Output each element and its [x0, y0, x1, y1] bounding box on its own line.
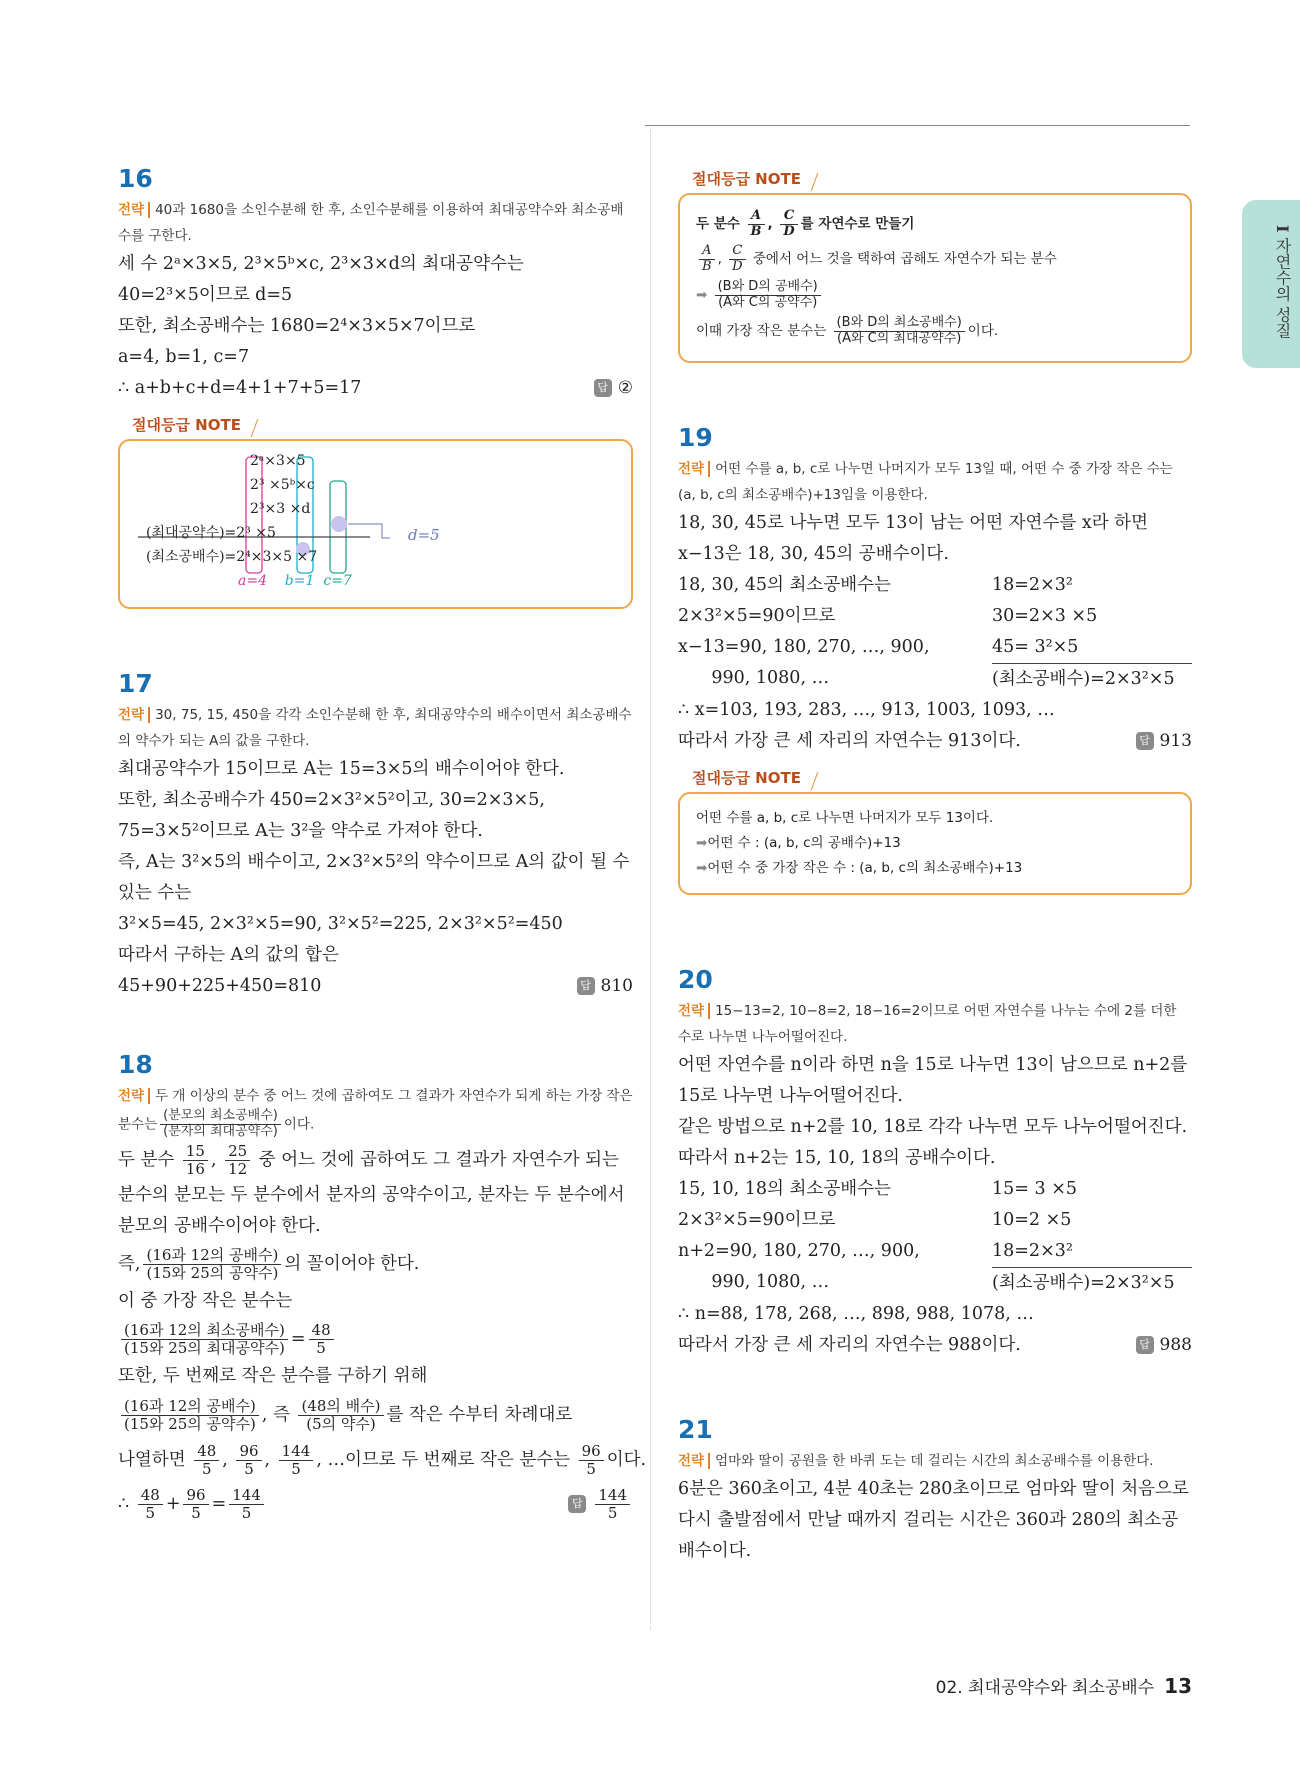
strategy — [678, 998, 1192, 1050]
page-number: 13 — [1164, 1674, 1192, 1698]
strategy-text: 30, 75, 15, 450을 각각 소인수분해 한 후, 최대공약수의 배수이면서 최소공배수의 약수가 되는 A의 값을 구한다. — [118, 707, 632, 749]
answer: 답 $\frac{144}{5}$ — [568, 1482, 633, 1526]
strategy: 전략 두 개 이상의 분수 중 어느 것에 곱하여도 그 결과가 자연수가 되게 하는 가장 작은 분수는 $\frac{\text{(분모의 최소공배수)}}{\text{(분자의 최대공약수)}}$ 이다. — [118, 1088, 633, 1139]
calc-row: x−13=90, 180, 270, …, 900, 45= 3²×5 — [678, 637, 1079, 657]
solution-line: x−13은 18, 30, 45의 공배수이다. — [678, 544, 949, 564]
answer-badge-icon: 답 — [1136, 732, 1154, 750]
problem-17 — [118, 669, 633, 1002]
solution-line: ∴ n=88, 178, 268, …, 898, 988, 1078, … — [678, 1304, 1034, 1324]
d-label: d=5 — [408, 526, 440, 544]
solution-line: 또한, 최소공배수는 1680=2⁴×3×5×7이므로 — [118, 316, 476, 336]
solution-line: 따라서 n+2는 15, 10, 18의 공배수이다. — [678, 1148, 996, 1168]
problem-21 — [678, 1415, 1192, 1567]
left-column — [118, 130, 647, 1526]
note-row: 2³ ×5ᵇ×c — [250, 477, 315, 493]
note-row: (최대공약수)=2³ ×5 — [146, 525, 276, 541]
solution-line: 분수의 분모는 두 분수에서 분자의 공약수이고, 분자는 두 분수에서 분모의 공배수이어야 한다. — [118, 1184, 625, 1236]
problem-16 — [118, 164, 633, 609]
b-label: b=1 — [284, 573, 315, 589]
strategy — [118, 197, 633, 249]
solution-line: 18, 30, 45로 나누면 모두 13이 남는 어떤 자연수를 x라 하면 — [678, 513, 1148, 533]
problem-number: 20 — [678, 965, 713, 994]
strategy-text: 엄마와 딸이 공원을 한 바퀴 도는 데 걸리는 시간의 최소공배수를 이용한다. — [715, 1453, 1154, 1469]
problem-20 — [678, 965, 1192, 1361]
note-box-19 — [678, 792, 1192, 895]
strategy-tag: 전략 — [118, 1088, 150, 1104]
note-line: $\frac{A}{B}$ , $\frac{C}{D}$ 중에서 어느 것을 택하여 곱해도 자연수가 되는 분수 — [696, 241, 1174, 277]
strategy-text: 40과 1680을 소인수분해 한 후, 소인수분해를 이용하여 최대공약수와 최소공배수를 구한다. — [118, 202, 624, 244]
note-line: ➡어떤 수 : (a, b, c의 공배수)+13 — [696, 835, 901, 851]
strategy — [678, 1448, 1192, 1474]
solution-line: 45+90+225+450=810 답 810 — [118, 971, 633, 1002]
strategy-tag: 전략 — [678, 461, 710, 477]
chapter-title: 02. 최대공약수와 최소공배수 — [935, 1678, 1155, 1698]
note-box-16 — [118, 439, 633, 609]
note-line: 어떤 수를 a, b, c로 나누면 나머지가 모두 13이다. — [696, 810, 994, 826]
solution-line: 따라서 가장 큰 세 자리의 자연수는 988이다. 답 988 — [678, 1330, 1192, 1361]
calc-row: 990, 1080, … (최소공배수)=2×3²×5 — [678, 1267, 1192, 1299]
solution-line: 또한, 두 번째로 작은 분수를 구하기 위해 — [118, 1365, 428, 1386]
column-divider — [650, 130, 651, 1630]
note-title: 절대등급 NOTE — [692, 769, 801, 787]
calc-row: 2×3²×5=90이므로 30=2×3 ×5 — [678, 606, 1098, 626]
solution-line: 같은 방법으로 n+2를 10, 18로 각각 나누면 모두 나누어떨어진다. — [678, 1117, 1188, 1137]
note-title: 절대등급 NOTE — [132, 416, 241, 434]
solution-line: 즉, A는 3²×5의 배수이고, 2×3²×5²의 약수이므로 A의 값이 될 수 있는 수는 — [118, 852, 630, 903]
note-fractions — [678, 158, 1192, 363]
note-row: 2³×3 ×d — [250, 501, 311, 517]
answer-badge-icon: 답 — [1136, 1336, 1154, 1354]
strategy-tag: 전략 — [678, 1003, 710, 1019]
solution-line: 따라서 구하는 A의 값의 합은 — [118, 945, 339, 965]
problem-number: 17 — [118, 669, 153, 698]
solution-line: 이 중 가장 작은 분수는 — [118, 1290, 293, 1311]
strategy-tag: 전략 — [118, 202, 150, 218]
strategy-text: 어떤 수를 a, b, c로 나누면 나머지가 모두 13일 때, 어떤 수 중 가장 작은 수는 (a, b, c의 최소공배수)+13임을 이용한다. — [678, 461, 1173, 503]
right-column — [678, 130, 1192, 1567]
strategy-text: 15−13=2, 10−8=2, 18−16=2이므로 어떤 자연수를 나누는 수에 2를 더한 수로 나누면 나누어떨어진다. — [678, 1003, 1177, 1045]
a-label: a=4 — [238, 573, 267, 589]
calc-row: 15, 10, 18의 최소공배수는 15= 3 ×5 — [678, 1179, 1077, 1199]
solution-line: 6분은 360초이고, 4분 40초는 280초이므로 엄마와 딸이 처음으로 다시 출발점에서 만날 때까지 걸리는 시간은 360과 280의 최소공배수이다. — [678, 1479, 1189, 1561]
solution-line: a=4, b=1, c=7 — [118, 347, 250, 367]
solution-line: ∴ x=103, 193, 283, …, 913, 1003, 1093, … — [678, 700, 1055, 720]
solution-line: $\frac{\text{(16과 12의 최소공배수)}}{\text{(15와 25의 최대공약수)}}$ = $\frac{48}{5}$ — [118, 1317, 633, 1361]
problem-18 — [118, 1050, 647, 1526]
note-line: ➡ $\frac{\text{(B와 D의 공배수)}}{\text{(A와 C의 공약수)}}$ — [696, 277, 1174, 313]
arrow-icon: ➡ — [696, 860, 708, 876]
problem-19 — [678, 423, 1192, 895]
answer-badge-icon: 답 — [594, 379, 612, 397]
answer-badge-icon: 답 — [577, 977, 595, 995]
solution-line: 어떤 자연수를 n이라 하면 n을 15로 나누면 13이 남으므로 n+2를 15로 나누면 나누어떨어진다. — [678, 1055, 1188, 1106]
note-title: 절대등급 NOTE — [692, 170, 801, 188]
problem-number: 21 — [678, 1415, 713, 1444]
strategy — [678, 456, 1192, 508]
calc-row: n+2=90, 180, 270, …, 900, 18=2×3² — [678, 1241, 1073, 1261]
strategy — [118, 702, 633, 754]
calc-row: 2×3²×5=90이므로 10=2 ×5 — [678, 1210, 1072, 1230]
solution-line: 75=3×5²이므로 A는 3²을 약수로 가져야 한다. — [118, 821, 483, 841]
answer: 답 810 — [577, 971, 633, 1002]
answer: 답 ② — [594, 373, 633, 404]
answer: 답 913 — [1136, 726, 1192, 757]
note-heading: 두 분수 $\frac{A}{B}$ , $\frac{C}{D}$ 를 자연수로 만들기 — [696, 207, 915, 239]
arrow-icon: ➡ — [696, 835, 708, 851]
solution-line: 3²×5=45, 2×3²×5=90, 3²×5²=225, 2×3²×5²=450 — [118, 914, 563, 934]
chapter-side-tab-label: I 자연수의 성질 — [1273, 225, 1292, 339]
problem-number: 18 — [118, 1050, 153, 1079]
top-rule — [645, 125, 1190, 126]
solution-line: 최대공약수가 15이므로 A는 15=3×5의 배수이어야 한다. — [118, 759, 565, 779]
calc-row: 990, 1080, … (최소공배수)=2×3²×5 — [678, 663, 1192, 695]
solution-line: 따라서 가장 큰 세 자리의 자연수는 913이다. 답 913 — [678, 726, 1192, 757]
arrow-icon: ➡ — [696, 287, 708, 303]
solution-line: 또한, 최소공배수가 450=2×3²×5²이고, 30=2×3×5, — [118, 790, 545, 810]
solution-line: 40=2³×5이므로 d=5 — [118, 285, 293, 305]
note-line: 이때 가장 작은 분수는 $\frac{\text{(B와 D의 최소공배수)}}{\text{(A와 C의 최대공약수)}}$ 이다. — [696, 314, 999, 346]
solution-line: $\frac{\text{(16과 12의 공배수)}}{\text{(15와 25의 공약수)}}$ , 즉 $\frac{\text{(48의 배수)}}{\text{(5의 약수)}}$ 를 작은 수부터 차례대로 — [118, 1392, 633, 1438]
note-box-top — [678, 193, 1192, 363]
solution-line: 즉, $\frac{\text{(16과 12의 공배수)}}{\text{(15와 25의 공약수)}}$ 의 꼴이어야 한다. — [118, 1245, 420, 1282]
c-label: c=7 — [323, 573, 352, 589]
problem-number: 19 — [678, 423, 713, 452]
note-labels — [120, 569, 632, 593]
note-row: 2ᵃ×3×5 — [250, 453, 306, 469]
note-row: (최소공배수)=2⁴×3×5 ×7 — [146, 549, 318, 565]
solution-line: ∴ $\frac{48}{5}$ + $\frac{96}{5}$ = $\frac{144}{5}$ 답 $\frac{144}{5}$ — [118, 1482, 633, 1526]
calc-row: 18, 30, 45의 최소공배수는 18=2×3² — [678, 575, 1073, 595]
page-footer — [936, 1673, 1192, 1698]
solution-line: 나열하면 $\frac{48}{5}$ , $\frac{96}{5}$ , $\frac{144}{5}$ , …이므로 두 번째로 작은 분수는 $\frac{96}{5}$ 이다. — [118, 1441, 647, 1478]
problem-number: 16 — [118, 164, 153, 193]
solution-line: 두 분수 $\frac{15}{16}$ , $\frac{25}{12}$ 중 어느 것에 곱하여도 그 결과가 자연수가 되는 — [118, 1141, 619, 1178]
strategy-tag: 전략 — [678, 1453, 710, 1469]
strategy-tag: 전략 — [118, 707, 150, 723]
solution-line: ∴ a+b+c+d=4+1+7+5=17 답 ② — [118, 373, 633, 404]
answer-badge-icon: 답 — [568, 1495, 586, 1513]
note-line: ➡어떤 수 중 가장 작은 수 : (a, b, c의 최소공배수)+13 — [696, 860, 1023, 876]
answer: 답 988 — [1136, 1330, 1192, 1361]
solution-line: 세 수 2ᵃ×3×5, 2³×5ᵇ×c, 2³×3×d의 최대공약수는 — [118, 254, 524, 274]
